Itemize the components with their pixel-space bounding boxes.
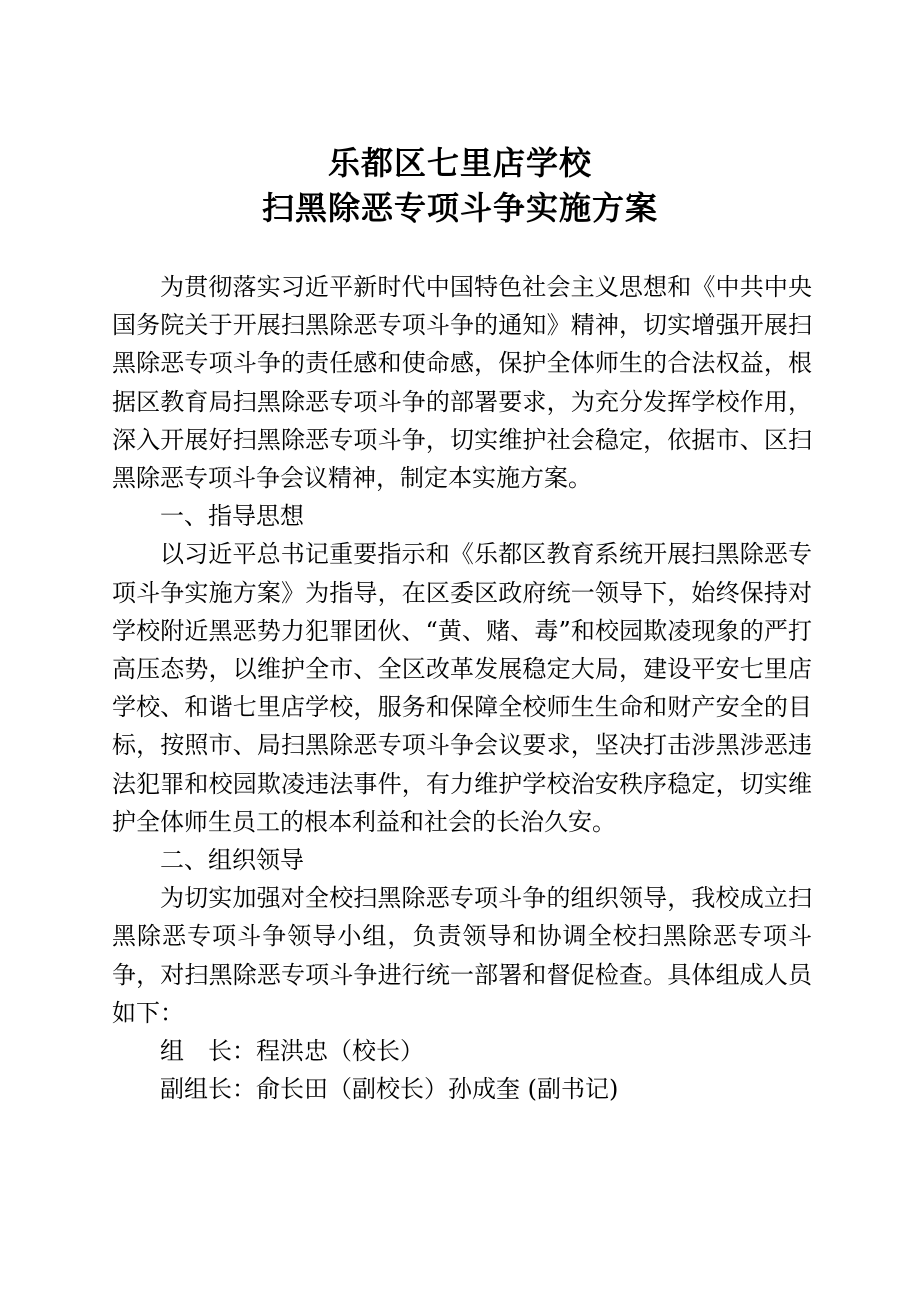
organization-paragraph: 为切实加强对全校扫黑除恶专项斗争的组织领导，我校成立扫黑除恶专项斗争领导小组，负责领导和协调全校扫黑除恶专项斗争，对扫黑除恶专项斗争进行统一部署和督促检查。具体组成人员如下： <box>112 884 812 1027</box>
team-leader-line: 组 长：程洪忠（校长） <box>160 1037 424 1066</box>
guiding-thought-paragraph: 以习近平总书记重要指示和《乐都区教育系统开展扫黑除恶专项斗争实施方案》为指导，在区委区政府统一领导下，始终保持对学校附近黑恶势力犯罪团伙、“黄、赌、毒”和校园欺凌现象的严打高压态势，以维护全市、全区改革发展稳定大局，建设平安七里店学校、和谐七里店学校，服务和保障全校师生生命和财产安全的目标，按照市、局扫黑除恶专项斗争会议要求，坚决打击涉黑涉恶违法犯罪和校园欺凌违法事件，有力维护学校治安秩序稳定，切实维护全体师生员工的根本利益和社会的长治久安。 <box>112 540 812 836</box>
deputy-leader-line: 副组长：俞长田（副校长）孙成奎 (副书记) <box>160 1075 619 1104</box>
document-title-plan: 扫黑除恶专项斗争实施方案 <box>261 189 658 227</box>
document-body <box>112 268 812 1108</box>
section-heading-organization: 二、组织领导 <box>160 846 304 875</box>
intro-paragraph: 为贯彻落实习近平新时代中国特色社会主义思想和《中共中央国务院关于开展扫黑除恶专项斗争的通知》精神，切实增强开展扫黑除恶专项斗争的责任感和使命感，保护全体师生的合法权益，根据区教育局扫黑除恶专项斗争的部署要求，为充分发挥学校作用，深入开展好扫黑除恶专项斗争，切实维护社会稳定，依据市、区扫黑除恶专项斗争会议精神，制定本实施方案。 <box>112 273 812 493</box>
document-title-school: 乐都区七里店学校 <box>327 144 592 182</box>
section-heading-guiding-thought: 一、指导思想 <box>160 502 304 531</box>
